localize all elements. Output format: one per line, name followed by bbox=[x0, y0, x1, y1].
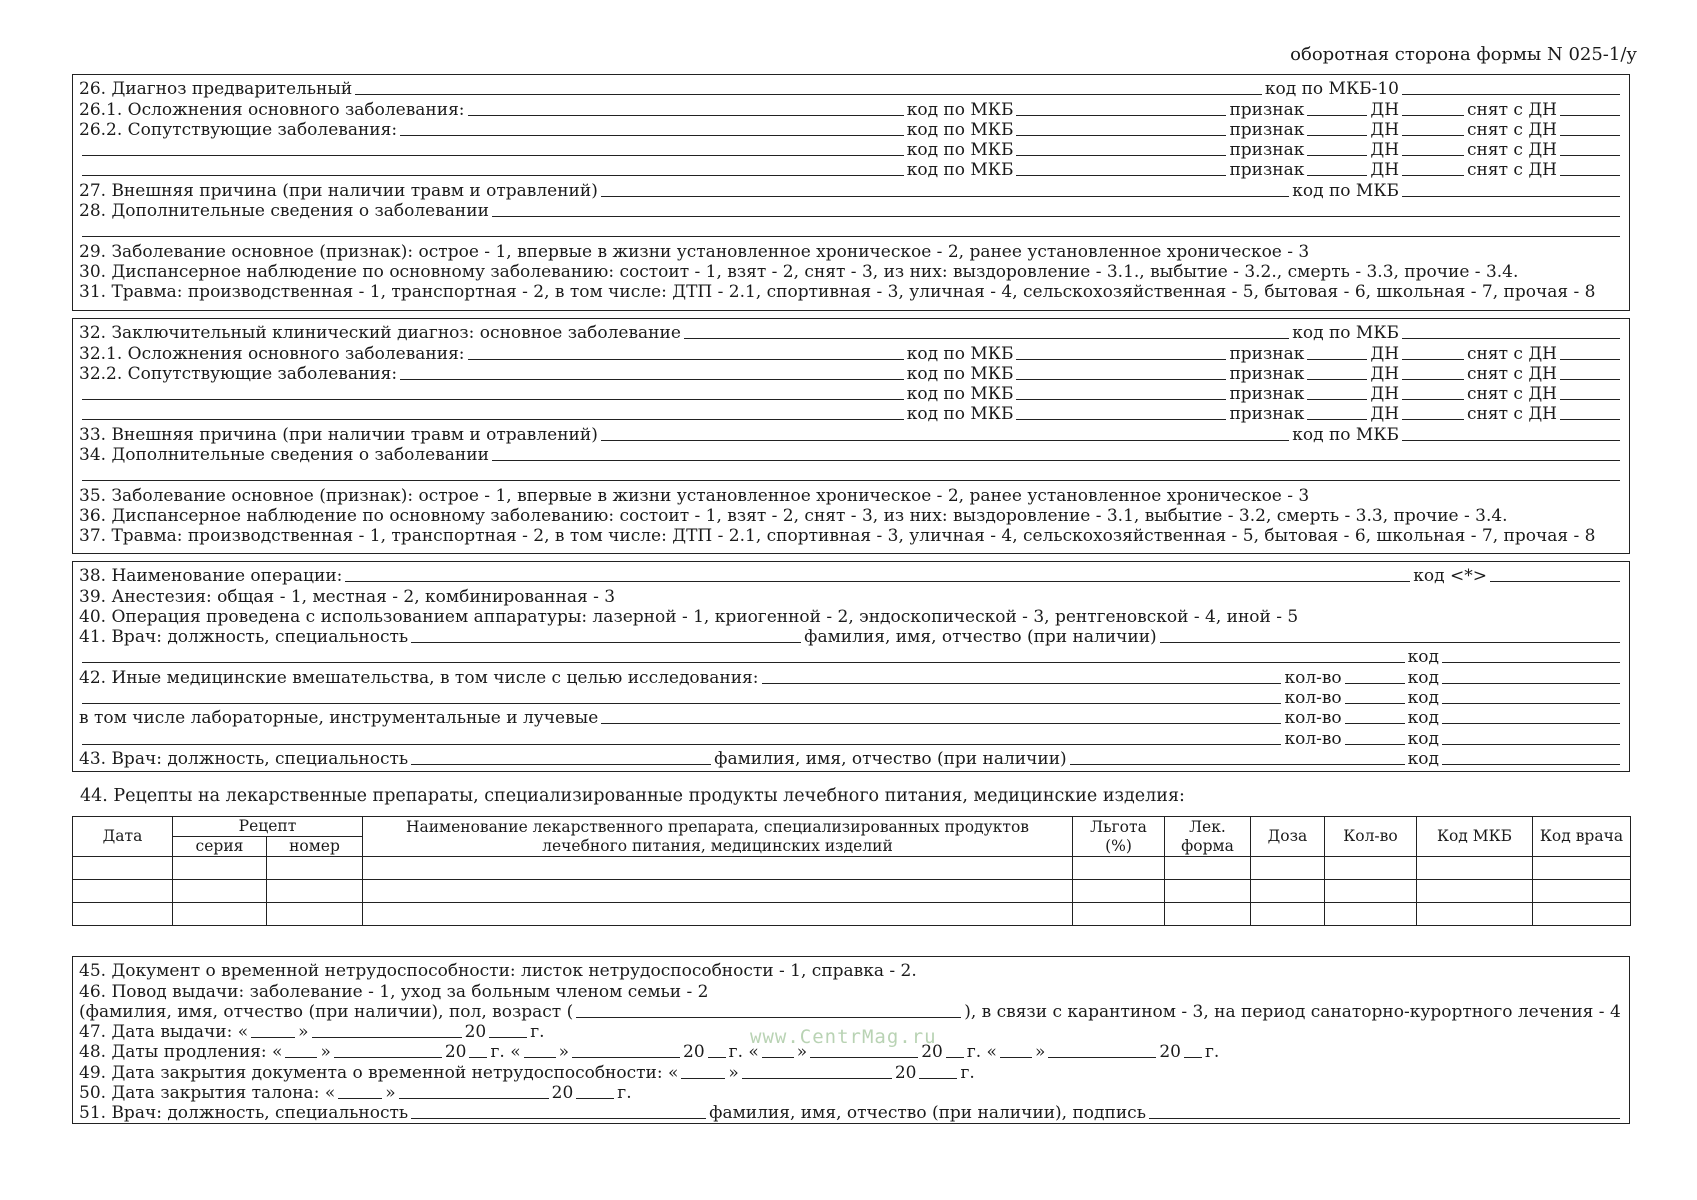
label-41-fio: фамилия, имя, отчество (при наличии) bbox=[804, 627, 1157, 648]
field-28-extra[interactable] bbox=[82, 236, 1620, 237]
field-27-code[interactable] bbox=[1402, 196, 1620, 197]
field-43-fio[interactable] bbox=[1070, 764, 1405, 765]
field-removed[interactable] bbox=[1560, 175, 1620, 176]
field-43-position[interactable] bbox=[411, 764, 711, 765]
field-51-fio[interactable] bbox=[1149, 1118, 1620, 1119]
label-38: 38. Наименование операции: bbox=[79, 566, 343, 587]
row-30 bbox=[79, 262, 1623, 282]
row-34 bbox=[79, 445, 1623, 465]
label-quote: » bbox=[796, 1042, 808, 1063]
row-33 bbox=[79, 424, 1623, 444]
field-41-fio[interactable] bbox=[1160, 642, 1620, 643]
field-26-1-removed[interactable] bbox=[1560, 115, 1620, 116]
label-quote: » bbox=[320, 1042, 331, 1063]
label-code: код bbox=[1407, 688, 1439, 709]
label-31: 31. Травма: производственная - 1, транспортная - 2, в том числе: ДТП - 2.1, спортивная - 3, уличная - 4, сельскохозяйственная - 5, бытовая - 6, школьная - 7, прочая - 8 bbox=[79, 282, 1596, 303]
field-sign[interactable] bbox=[1307, 419, 1367, 420]
label-48: 48. Даты продления: « bbox=[79, 1042, 283, 1063]
row-37 bbox=[79, 526, 1623, 546]
row-31 bbox=[79, 282, 1623, 302]
label-sign: признак bbox=[1229, 384, 1305, 405]
field-48-year-2[interactable] bbox=[708, 1057, 726, 1058]
field-sign[interactable] bbox=[1307, 399, 1367, 400]
field-dn[interactable] bbox=[1402, 359, 1464, 360]
field-48-day-1[interactable] bbox=[285, 1057, 317, 1058]
field-removed[interactable] bbox=[1560, 359, 1620, 360]
label-code-mkb: код по МКБ bbox=[1292, 424, 1399, 445]
field-48-month-3[interactable] bbox=[810, 1057, 918, 1058]
row-41 bbox=[79, 627, 1623, 647]
row-42 bbox=[79, 667, 1623, 687]
field-26-2-dn[interactable] bbox=[1402, 135, 1464, 136]
label-removed-dn: снят с ДН bbox=[1467, 363, 1557, 384]
field-28[interactable] bbox=[492, 216, 1620, 217]
label-removed-dn: снят с ДН bbox=[1467, 384, 1557, 405]
field-dn[interactable] bbox=[1402, 399, 1464, 400]
field-removed[interactable] bbox=[1560, 399, 1620, 400]
label-code-mkb: код по МКБ bbox=[906, 99, 1014, 120]
label-46-b-end: ), в связи с карантином - 3, на период санаторно-курортного лечения - 4 bbox=[964, 1001, 1621, 1022]
label-26-code: код по МКБ-10 bbox=[1264, 79, 1399, 100]
label-26-2: 26.2. Сопутствующие заболевания: bbox=[79, 119, 398, 140]
label-g-quote: г. « bbox=[490, 1042, 521, 1063]
label-code-mkb: код по МКБ bbox=[906, 384, 1014, 405]
operation-section bbox=[72, 561, 1630, 772]
label-34: 34. Дополнительные сведения о заболевании bbox=[79, 445, 489, 466]
field-41-code[interactable] bbox=[1442, 662, 1620, 663]
label-sign: признак bbox=[1229, 140, 1305, 161]
label-30: 30. Диспансерное наблюдение по основному заболеванию: состоит - 1, взят - 2, снят - 3, из них: выздоровление - 3.1., выбытие - 3.2., смерть - 3.3, прочие - 3.4. bbox=[79, 261, 1519, 282]
label-51-fio: фамилия, имя, отчество (при наличии), подпись bbox=[709, 1103, 1146, 1124]
label-code: код bbox=[1407, 667, 1439, 688]
field-sign[interactable] bbox=[1307, 175, 1367, 176]
label-dn: ДН bbox=[1370, 404, 1400, 425]
label-dn: ДН bbox=[1370, 384, 1400, 405]
label-removed-dn: снят с ДН bbox=[1467, 140, 1557, 161]
field-26-2-removed[interactable] bbox=[1560, 135, 1620, 136]
label-g-quote: г. « bbox=[966, 1042, 997, 1063]
row-36 bbox=[79, 506, 1623, 526]
label-code-mkb: код по МКБ bbox=[906, 160, 1014, 181]
field-removed[interactable] bbox=[1560, 379, 1620, 380]
field-dn[interactable] bbox=[1402, 379, 1464, 380]
label-quote: » bbox=[1034, 1042, 1046, 1063]
row-51 bbox=[79, 1103, 1623, 1123]
label-g: г. bbox=[530, 1022, 545, 1043]
field-32-extra-2[interactable] bbox=[82, 419, 904, 420]
field-48-day-4[interactable] bbox=[1000, 1057, 1032, 1058]
label-43: 43. Врач: должность, специальность bbox=[79, 748, 409, 769]
label-year: 20 bbox=[464, 1022, 487, 1043]
field-qty[interactable] bbox=[1345, 703, 1405, 704]
label-g: г. bbox=[617, 1083, 632, 1104]
row-35 bbox=[79, 485, 1623, 505]
field-46-person[interactable] bbox=[576, 1017, 961, 1018]
col-number: номер bbox=[267, 837, 363, 857]
row-26-1 bbox=[79, 99, 1623, 119]
col-form: Лек. форма bbox=[1165, 817, 1251, 857]
field-50-year[interactable] bbox=[576, 1098, 614, 1099]
field-33-code[interactable] bbox=[1402, 440, 1620, 441]
field-42[interactable] bbox=[762, 683, 1282, 684]
field-47-day[interactable] bbox=[251, 1037, 295, 1038]
row-34-extra bbox=[79, 465, 1623, 485]
row-42-lab bbox=[79, 708, 1623, 728]
label-code-mkb: код по МКБ bbox=[906, 343, 1014, 364]
field-sign[interactable] bbox=[1307, 379, 1367, 380]
field-32-extra-1[interactable] bbox=[82, 399, 904, 400]
label-47: 47. Дата выдачи: « bbox=[79, 1022, 249, 1043]
label-year: 20 bbox=[1159, 1042, 1181, 1063]
row-50 bbox=[79, 1083, 1623, 1103]
field-50-month[interactable] bbox=[399, 1098, 549, 1099]
row-32-1 bbox=[79, 343, 1623, 363]
label-quote: » bbox=[385, 1083, 396, 1104]
field-48-day-3[interactable] bbox=[762, 1057, 794, 1058]
field-49-day[interactable] bbox=[681, 1078, 725, 1079]
label-code-mkb: код по МКБ bbox=[1292, 180, 1399, 201]
col-recipe: Рецепт bbox=[173, 817, 363, 837]
label-28: 28. Дополнительные сведения о заболевании bbox=[79, 201, 489, 222]
label-sign: признак bbox=[1229, 160, 1305, 181]
label-37: 37. Травма: производственная - 1, транспортная - 2, в том числе: ДТП - 2.1, спортивная - 3, уличная - 4, сельскохозяйственная - 5, бытовая - 6, школьная - 7, прочая - 8 bbox=[79, 526, 1596, 547]
label-lab: в том числе лабораторные, инструментальные и лучевые bbox=[79, 708, 599, 729]
label-43-fio: фамилия, имя, отчество (при наличии) bbox=[714, 748, 1067, 769]
label-quote: » bbox=[728, 1062, 739, 1083]
field-38-code[interactable] bbox=[1490, 581, 1620, 582]
row-26-2 bbox=[79, 120, 1623, 140]
field-43-code[interactable] bbox=[1442, 764, 1620, 765]
label-year: 20 bbox=[921, 1042, 943, 1063]
label-27: 27. Внешняя причина (при наличии травм и отравлений) bbox=[79, 180, 598, 201]
col-series: серия bbox=[173, 837, 267, 857]
row-41-extra bbox=[79, 647, 1623, 667]
label-dn: ДН bbox=[1370, 343, 1400, 364]
label-26: 26. Диагноз предварительный bbox=[79, 79, 353, 100]
field-48-month-1[interactable] bbox=[334, 1057, 442, 1058]
field-dn[interactable] bbox=[1402, 155, 1464, 156]
row-32-extra-2 bbox=[79, 404, 1623, 424]
row-42-extra bbox=[79, 688, 1623, 708]
field-48-year-1[interactable] bbox=[469, 1057, 487, 1058]
field-code[interactable] bbox=[1016, 359, 1226, 360]
label-49: 49. Дата закрытия документа о временной нетрудоспособности: « bbox=[79, 1062, 679, 1083]
label-sign: признак bbox=[1229, 119, 1305, 140]
field-26-1-dn[interactable] bbox=[1402, 115, 1464, 116]
recipes-table bbox=[72, 816, 1631, 926]
row-32 bbox=[79, 323, 1623, 343]
label-g: г. bbox=[960, 1062, 975, 1083]
table-row[interactable] bbox=[73, 903, 1631, 926]
label-qty: кол-во bbox=[1284, 728, 1342, 749]
field-49-year[interactable] bbox=[919, 1078, 957, 1079]
label-code-mkb: код по МКБ bbox=[906, 119, 1014, 140]
field-48-month-2[interactable] bbox=[572, 1057, 680, 1058]
field-41-position[interactable] bbox=[411, 642, 801, 643]
field-26-1-code[interactable] bbox=[1016, 115, 1226, 116]
field-34-extra[interactable] bbox=[82, 480, 1620, 481]
label-code-mkb: код по МКБ bbox=[906, 404, 1014, 425]
field-26[interactable] bbox=[355, 94, 1262, 95]
field-48-day-2[interactable] bbox=[524, 1057, 556, 1058]
col-date: Дата bbox=[73, 817, 173, 857]
field-code[interactable] bbox=[1016, 155, 1226, 156]
field-dn[interactable] bbox=[1402, 419, 1464, 420]
label-50: 50. Дата закрытия талона: « bbox=[79, 1083, 336, 1104]
label-42: 42. Иные медицинские вмешательства, в том числе с целью исследования: bbox=[79, 667, 759, 688]
label-code: код bbox=[1407, 728, 1439, 749]
label-g-quote: г. « bbox=[728, 1042, 759, 1063]
row-26-extra-2 bbox=[79, 160, 1623, 180]
label-sign: признак bbox=[1229, 363, 1305, 384]
field-code[interactable] bbox=[1016, 379, 1226, 380]
label-removed-dn: снят с ДН bbox=[1467, 404, 1557, 425]
field-32-1[interactable] bbox=[468, 359, 904, 360]
label-32: 32. Заключительный клинический диагноз: основное заболевание bbox=[79, 323, 681, 344]
field-code[interactable] bbox=[1442, 723, 1620, 724]
label-code-mkb: код по МКБ bbox=[906, 140, 1014, 161]
row-49 bbox=[79, 1062, 1623, 1082]
label-32-2: 32.2. Сопутствующие заболевания: bbox=[79, 363, 398, 384]
field-47-year[interactable] bbox=[489, 1037, 527, 1038]
label-year: 20 bbox=[894, 1062, 917, 1083]
label-year: 20 bbox=[683, 1042, 705, 1063]
label-year: 20 bbox=[444, 1042, 467, 1063]
field-51-position[interactable] bbox=[411, 1118, 706, 1119]
label-sign: признак bbox=[1229, 99, 1305, 120]
field-50-day[interactable] bbox=[338, 1098, 382, 1099]
field-42-qty[interactable] bbox=[1345, 683, 1405, 684]
label-code: код bbox=[1407, 708, 1439, 729]
field-42-extra[interactable] bbox=[82, 703, 1281, 704]
label-removed-dn: снят с ДН bbox=[1467, 119, 1557, 140]
field-qty[interactable] bbox=[1345, 723, 1405, 724]
label-35: 35. Заболевание основное (признак): острое - 1, впервые в жизни установленное хроническое - 2, ранее установленное хроническое - 3 bbox=[79, 485, 1310, 506]
label-38-code: код <*> bbox=[1413, 566, 1487, 587]
table-row[interactable] bbox=[73, 857, 1631, 880]
field-code[interactable] bbox=[1442, 703, 1620, 704]
field-26-code[interactable] bbox=[1402, 94, 1620, 95]
field-code[interactable] bbox=[1016, 419, 1226, 420]
label-51: 51. Врач: должность, специальность bbox=[79, 1103, 409, 1124]
field-26-2-sign[interactable] bbox=[1307, 135, 1367, 136]
label-sign: признак bbox=[1229, 343, 1305, 364]
label-year: 20 bbox=[551, 1083, 574, 1104]
field-32-code[interactable] bbox=[1402, 338, 1620, 339]
label-39: 39. Анестезия: общая - 1, местная - 2, комбинированная - 3 bbox=[79, 586, 616, 607]
label-sign: признак bbox=[1229, 404, 1305, 425]
field-qty[interactable] bbox=[1345, 744, 1405, 745]
field-48-month-4[interactable] bbox=[1048, 1057, 1156, 1058]
label-46-b-start: (фамилия, имя, отчество (при наличии), пол, возраст ( bbox=[79, 1001, 574, 1022]
recipes-title: 44. Рецепты на лекарственные препараты, специализированные продукты лечебного питания, медицинские изделия: bbox=[80, 786, 1185, 806]
label-26-1: 26.1. Осложнения основного заболевания: bbox=[79, 99, 465, 120]
final-diagnosis-section bbox=[72, 318, 1630, 554]
col-dose: Доза bbox=[1251, 817, 1325, 857]
field-47-month[interactable] bbox=[312, 1037, 462, 1038]
field-26-1[interactable] bbox=[468, 115, 904, 116]
label-quote: » bbox=[298, 1022, 309, 1043]
row-28 bbox=[79, 201, 1623, 221]
table-header-row bbox=[73, 817, 1631, 837]
form-reference: оборотная сторона формы N 025-1/у bbox=[1290, 44, 1637, 65]
label-removed-dn: снят с ДН bbox=[1467, 160, 1557, 181]
row-45 bbox=[79, 961, 1623, 981]
row-39 bbox=[79, 586, 1623, 606]
field-removed[interactable] bbox=[1560, 155, 1620, 156]
label-32-1: 32.1. Осложнения основного заболевания: bbox=[79, 343, 465, 364]
field-26-extra-1[interactable] bbox=[82, 155, 904, 156]
row-32-2 bbox=[79, 364, 1623, 384]
field-sign[interactable] bbox=[1307, 155, 1367, 156]
row-26 bbox=[79, 79, 1623, 99]
row-28-extra bbox=[79, 221, 1623, 241]
watermark: www.CentrMag.ru bbox=[750, 1026, 937, 1048]
table-row[interactable] bbox=[73, 880, 1631, 903]
row-46 bbox=[79, 981, 1623, 1001]
field-dn[interactable] bbox=[1402, 175, 1464, 176]
field-49-month[interactable] bbox=[742, 1078, 892, 1079]
field-34[interactable] bbox=[492, 460, 1620, 461]
label-code-mkb: код по МКБ bbox=[906, 363, 1014, 384]
label-dn: ДН bbox=[1370, 99, 1400, 120]
field-26-2[interactable] bbox=[400, 135, 904, 136]
label-qty: кол-во bbox=[1284, 708, 1342, 729]
label-40: 40. Операция проведена с использованием аппаратуры: лазерной - 1, криогенной - 2, эндоскопической - 3, рентгеновской - 4, иной - 5 bbox=[79, 606, 1299, 627]
field-42-lab-extra[interactable] bbox=[82, 744, 1281, 745]
label-46: 46. Повод выдачи: заболевание - 1, уход за больным членом семьи - 2 bbox=[79, 981, 709, 1002]
field-42-lab[interactable] bbox=[601, 723, 1281, 724]
label-32-code: код по МКБ bbox=[1292, 323, 1399, 344]
row-46-b bbox=[79, 1002, 1623, 1022]
col-doctor: Код врача bbox=[1533, 817, 1631, 857]
row-40 bbox=[79, 607, 1623, 627]
label-qty: кол-во bbox=[1284, 667, 1342, 688]
field-33[interactable] bbox=[601, 440, 1289, 441]
label-code: код bbox=[1407, 647, 1439, 668]
col-name: Наименование лекарственного препарата, специализированных продуктов лечебного питания, медицинских изделий bbox=[363, 817, 1073, 857]
field-41-extra[interactable] bbox=[82, 662, 1405, 663]
label-removed-dn: снят с ДН bbox=[1467, 99, 1557, 120]
label-33: 33. Внешняя причина (при наличии травм и отравлений) bbox=[79, 424, 598, 445]
field-38[interactable] bbox=[345, 581, 1410, 582]
field-32[interactable] bbox=[684, 338, 1289, 339]
label-41: 41. Врач: должность, специальность bbox=[79, 627, 409, 648]
row-42-lab-extra bbox=[79, 728, 1623, 748]
row-32-extra-1 bbox=[79, 384, 1623, 404]
label-29: 29. Заболевание основное (признак): острое - 1, впервые в жизни установленное хроническое - 2, ранее установленное хроническое - 3 bbox=[79, 241, 1310, 262]
label-dn: ДН bbox=[1370, 160, 1400, 181]
field-code[interactable] bbox=[1016, 399, 1226, 400]
label-36: 36. Диспансерное наблюдение по основному заболеванию: состоит - 1, взят - 2, снят - 3, из них: выздоровление - 3.1, выбытие - 3.2, смерть - 3.3, прочие - 3.4. bbox=[79, 505, 1508, 526]
field-27[interactable] bbox=[601, 196, 1289, 197]
label-qty: кол-во bbox=[1284, 688, 1342, 709]
field-32-2[interactable] bbox=[400, 379, 904, 380]
field-sign[interactable] bbox=[1307, 359, 1367, 360]
label-g: г. bbox=[1205, 1042, 1220, 1063]
field-26-extra-2[interactable] bbox=[82, 175, 904, 176]
field-code[interactable] bbox=[1016, 175, 1226, 176]
field-48-year-3[interactable] bbox=[946, 1057, 964, 1058]
label-dn: ДН bbox=[1370, 119, 1400, 140]
row-38 bbox=[79, 566, 1623, 586]
row-29 bbox=[79, 241, 1623, 261]
field-removed[interactable] bbox=[1560, 419, 1620, 420]
row-43 bbox=[79, 749, 1623, 769]
col-qty: Кол-во bbox=[1325, 817, 1417, 857]
field-26-2-code[interactable] bbox=[1016, 135, 1226, 136]
label-45: 45. Документ о временной нетрудоспособности: листок нетрудоспособности - 1, справка - 2. bbox=[79, 961, 917, 982]
col-mkb: Код МКБ bbox=[1417, 817, 1533, 857]
field-42-code[interactable] bbox=[1442, 683, 1620, 684]
col-benefit: Льгота (%) bbox=[1073, 817, 1165, 857]
row-26-extra-1 bbox=[79, 140, 1623, 160]
label-dn: ДН bbox=[1370, 363, 1400, 384]
field-code[interactable] bbox=[1442, 744, 1620, 745]
label-code: код bbox=[1407, 748, 1439, 769]
field-26-1-sign[interactable] bbox=[1307, 115, 1367, 116]
row-27 bbox=[79, 180, 1623, 200]
field-48-year-4[interactable] bbox=[1184, 1057, 1202, 1058]
label-removed-dn: снят с ДН bbox=[1467, 343, 1557, 364]
label-quote: » bbox=[558, 1042, 570, 1063]
label-dn: ДН bbox=[1370, 140, 1400, 161]
preliminary-diagnosis-section bbox=[72, 74, 1630, 311]
